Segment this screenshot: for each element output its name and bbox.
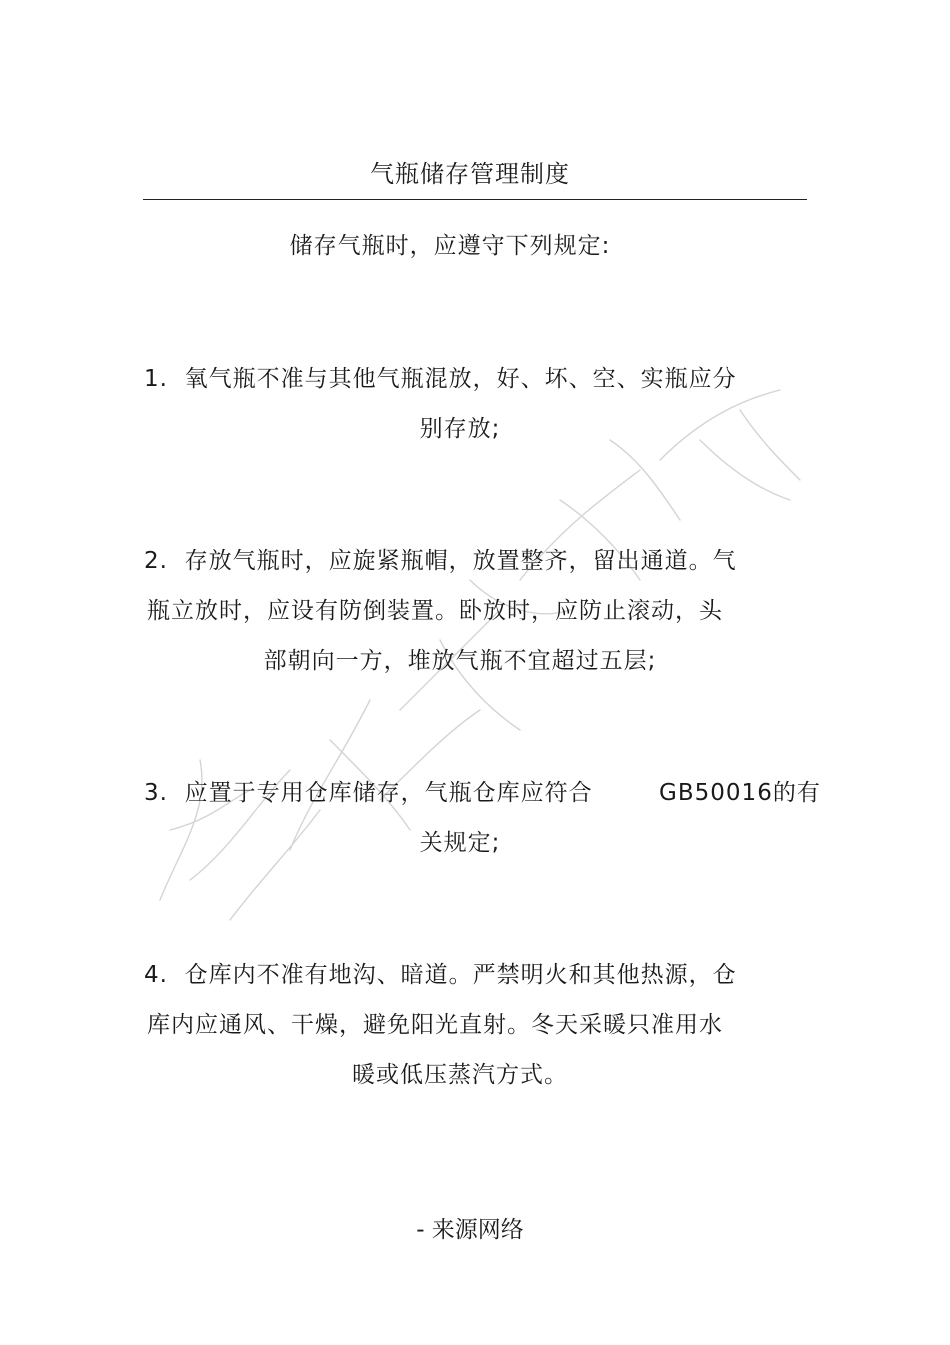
item-1-line-2: 别存放; [419,416,501,442]
item-2-line-2: 瓶立放时，应设有防倒装置。卧放时，应防止滚动，头 [147,598,723,624]
document-title: 气瓶储存管理制度 [370,160,570,188]
title-divider [143,199,807,200]
item-3-line-2: 关规定; [419,830,501,856]
item-3-line-1: 3. 应置于专用仓库储存，气瓶仓库应符合 GB50016的有 [144,780,821,806]
item-4-line-3: 暖或低压蒸汽方式。 [352,1062,568,1088]
source-note: - 来源网络 [416,1217,524,1243]
item-4-line-1: 4. 仓库内不准有地沟、暗道。严禁明火和其他热源，仓 [144,962,737,988]
item-4-line-2: 库内应通风、干燥，避免阳光直射。冬天采暖只准用水 [147,1012,723,1038]
item-1-line-1: 1. 氧气瓶不准与其他气瓶混放，好、坏、空、实瓶应分 [144,366,737,392]
item-2-line-3: 部朝向一方，堆放气瓶不宜超过五层; [263,648,657,674]
intro-text: 储存气瓶时，应遵守下列规定: [289,233,611,259]
item-2-line-1: 2. 存放气瓶时，应旋紧瓶帽，放置整齐，留出通道。气 [144,548,737,574]
